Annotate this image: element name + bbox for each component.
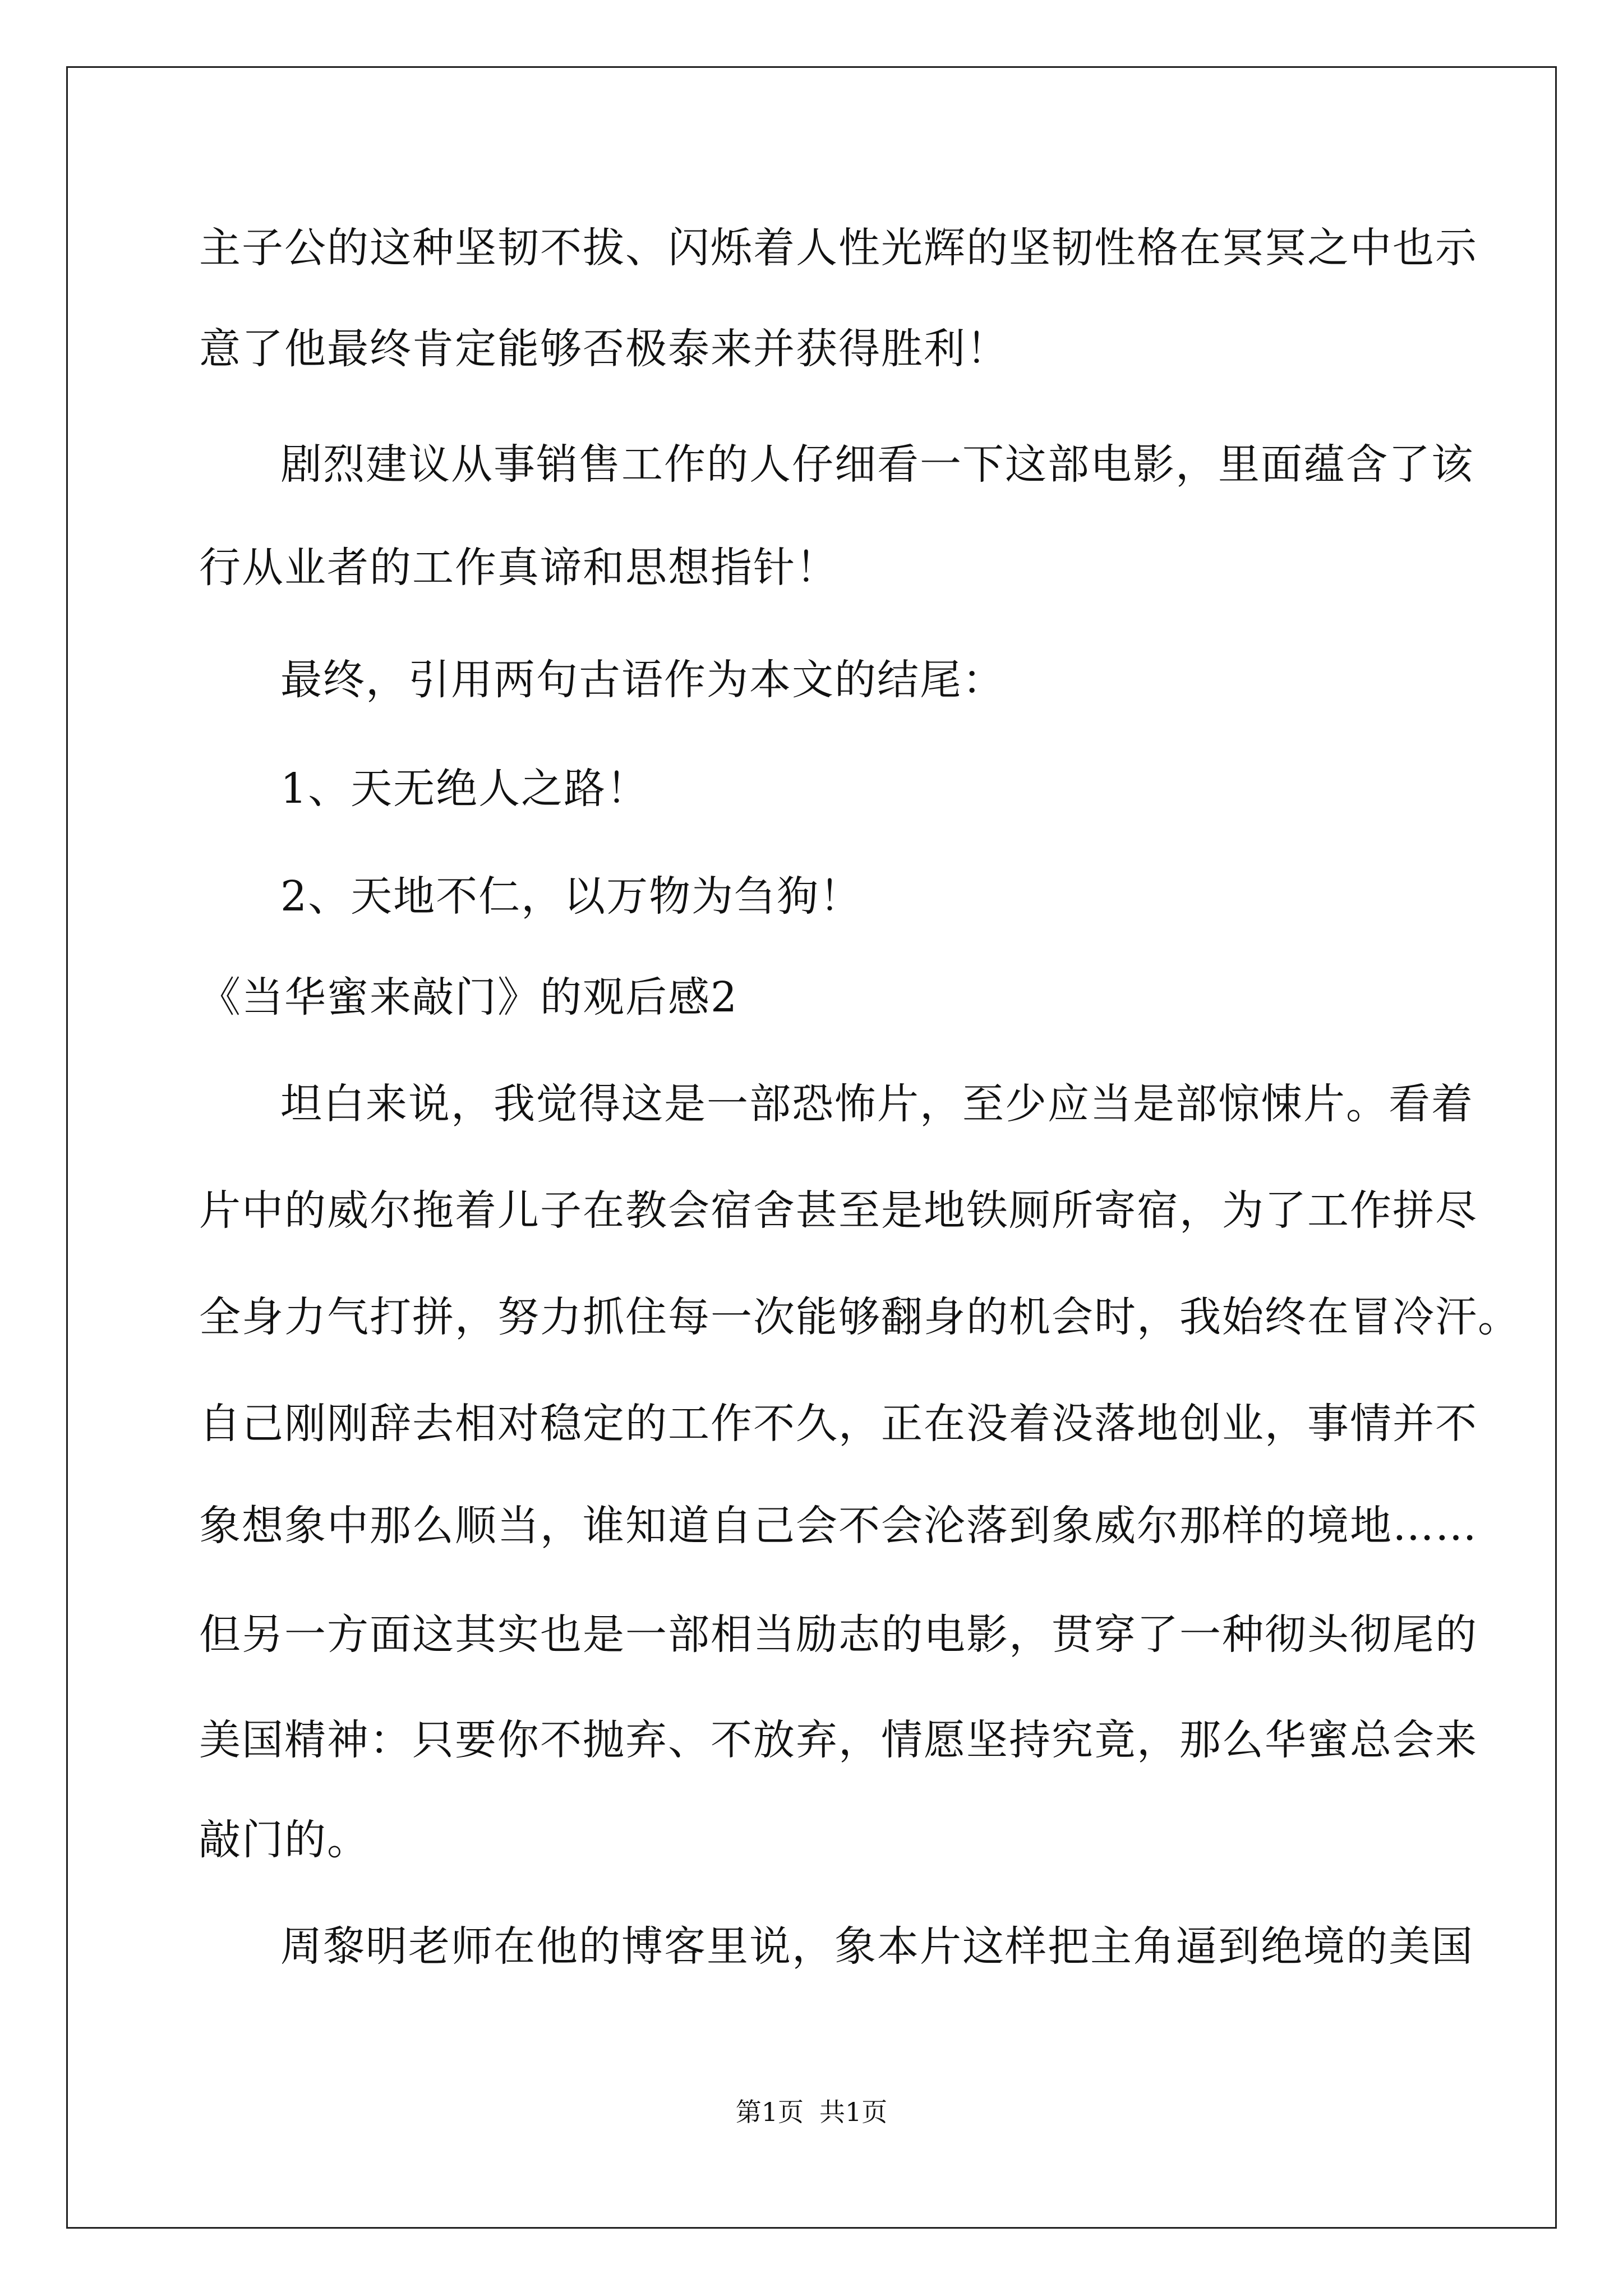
paragraph-line: 剧烈建议从事销售工作的人仔细看一下这部电影，里面蕴含了该 <box>280 440 1474 489</box>
paragraph-line: 周黎明老师在他的博客里说，象本片这样把主角逼到绝境的美国 <box>280 1922 1474 1971</box>
paragraph-line: 意了他最终肯定能够否极泰来并获得胜利！ <box>199 325 1009 373</box>
paragraph-line: 片中的威尔拖着儿子在教会宿舍甚至是地铁厕所寄宿，为了工作拼尽 <box>199 1186 1478 1235</box>
paragraph-line: 主子公的这种坚韧不拔、闪烁着人性光辉的坚韧性格在冥冥之中也示 <box>199 224 1478 272</box>
page-total: 共1页 <box>819 2097 888 2127</box>
paragraph-line: 最终，引用两句古语作为本文的结尾： <box>280 656 1005 704</box>
paragraph-line: 自己刚刚辞去相对稳定的工作不久，正在没着没落地创业，事情并不 <box>199 1400 1478 1448</box>
section-heading: 《当华蜜来敲门》的观后感2 <box>199 973 739 1022</box>
list-item: 1、天无绝人之路！ <box>280 765 649 813</box>
page-number: 第1页 <box>735 2097 804 2127</box>
paragraph-line: 敲门的。 <box>199 1816 370 1864</box>
paragraph-line: 但另一方面这其实也是一部相当励志的电影，贯穿了一种彻头彻尾的 <box>199 1611 1478 1659</box>
paragraph-line: 行从业者的工作真谛和思想指针！ <box>199 544 838 592</box>
paragraph-line: 坦白来说，我觉得这是一部恐怖片，至少应当是部惊悚片。看着 <box>280 1080 1474 1128</box>
paragraph-line: 全身力气打拼，努力抓住每一次能够翻身的机会时，我始终在冒冷汗。 <box>199 1293 1520 1341</box>
page-border <box>66 66 1557 2229</box>
list-item: 2、天地不仁，以万物为刍狗！ <box>280 872 863 921</box>
paragraph-line: 象想象中那么顺当，谁知道自己会不会沦落到象威尔那样的境地…… <box>199 1502 1478 1550</box>
paragraph-line: 美国精神：只要你不抛弃、不放弃，情愿坚持究竟，那么华蜜总会来 <box>199 1716 1478 1764</box>
page-footer <box>0 2095 1623 2129</box>
